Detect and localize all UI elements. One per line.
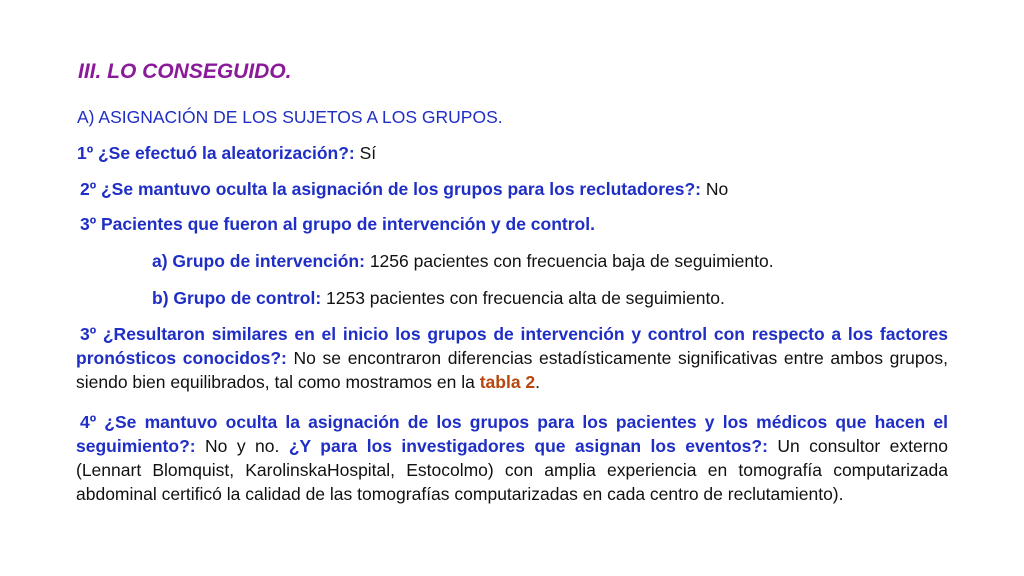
question-3b-paragraph xyxy=(76,322,948,394)
group-control-text: 1253 pacientes con frecuencia alta de seguimiento. xyxy=(321,288,725,308)
question-3b-text: 3º ¿Resultaron similares en el inicio los grupos de intervención y control con respecto a los factores pronósticos conocidos?: xyxy=(76,324,948,368)
question-1 xyxy=(77,142,376,164)
group-intervention-label: a) Grupo de intervención: xyxy=(152,251,365,271)
question-4-followup: ¿Y para los investigadores que asignan los eventos?: xyxy=(288,436,768,456)
question-3 xyxy=(80,213,595,235)
question-2-text: 2º ¿Se mantuvo oculta la asignación de los grupos para los reclutadores?: xyxy=(80,179,701,199)
question-3b-answer-end: . xyxy=(535,372,541,392)
question-1-answer: Sí xyxy=(354,143,377,163)
group-control xyxy=(152,287,725,309)
group-intervention-text: 1256 pacientes con frecuencia baja de seguimiento. xyxy=(364,251,774,271)
question-2-answer: No xyxy=(701,179,729,199)
question-1-text: 1º ¿Se efectuó la aleatorización?: xyxy=(77,143,355,163)
question-2 xyxy=(80,178,728,200)
slide-title: III. LO CONSEGUIDO. xyxy=(78,60,292,83)
question-4-paragraph xyxy=(76,410,948,506)
section-a-heading xyxy=(77,106,503,128)
question-4-followup-answer: Un consultor externo (Lennart Blomquist, KarolinskaHospital, Estocolmo) con amplia experiencia en tomografía computarizada abdominal certificó la calidad de las tomografías computarizadas en cada centro de reclutamiento). xyxy=(76,436,948,504)
table-reference: tabla 2 xyxy=(479,372,536,392)
question-4-text: 4º ¿Se mantuvo oculta la asignación de los grupos para los pacientes y los médicos que hacen el seguimiento?: xyxy=(76,412,948,456)
question-4-answer: No y no. xyxy=(195,436,289,456)
question-3-text: 3º Pacientes que fueron al grupo de intervención y de control. xyxy=(80,214,595,234)
question-3b-answer: No se encontraron diferencias estadísticamente significativas entre ambos grupos, siendo bien equilibrados, tal como mostramos en la xyxy=(76,348,948,392)
group-control-label: b) Grupo de control: xyxy=(152,288,322,308)
section-a-heading-text: A) ASIGNACIÓN DE LOS SUJETOS A LOS GRUPOS. xyxy=(77,107,503,127)
group-intervention xyxy=(152,250,774,272)
